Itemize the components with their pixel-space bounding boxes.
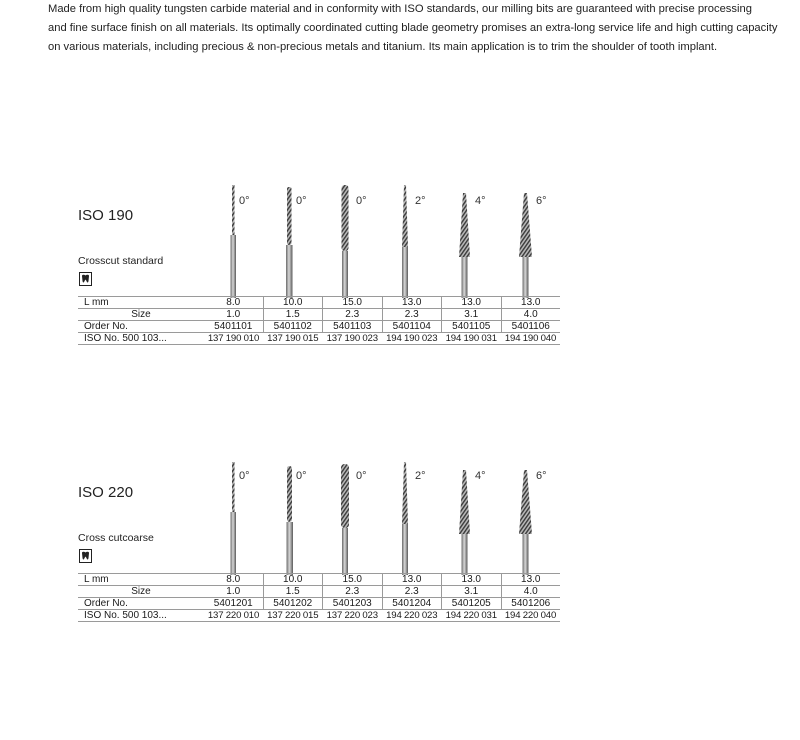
intro-text	[48, 0, 788, 57]
table-cell: 13.0	[442, 297, 502, 309]
table-cell: 137 220 015	[263, 610, 323, 622]
table-cell: 194 190 031	[442, 333, 502, 345]
table-cell: 10.0	[263, 574, 323, 586]
table-row-iso-no	[78, 333, 560, 345]
table-cell: 4.0	[501, 586, 560, 598]
angle-label-1: 0°	[239, 195, 250, 207]
drill-bit-1	[231, 462, 237, 575]
tooth-icon	[79, 272, 92, 286]
section-title: ISO 190	[78, 207, 134, 224]
table-cell: 2.3	[382, 309, 442, 321]
table-row-iso-no	[78, 610, 560, 622]
table-cell: 13.0	[442, 574, 502, 586]
table-row-order-no	[78, 598, 560, 610]
drill-bit-4	[402, 462, 408, 575]
drill-bit-3	[341, 464, 349, 575]
angle-label-2: 0°	[296, 195, 307, 207]
table-cell: 4.0	[501, 309, 560, 321]
angle-label-5: 4°	[475, 195, 486, 207]
drill-bit-2	[287, 466, 294, 575]
table-cell: 5401201	[204, 598, 263, 610]
table-cell: 5401105	[442, 321, 502, 333]
drill-bit-6	[519, 193, 532, 298]
drill-bit-5	[459, 470, 470, 575]
row-label: ISO No. 500 103...	[78, 333, 204, 345]
table-cell: 8.0	[204, 297, 263, 309]
table-cell: 137 190 015	[263, 333, 323, 345]
intro-line-2: and fine surface finish on all materials. Its optimally coordinated cutting blade geometry promises an extra-long service life and high cutting capacity	[48, 22, 778, 34]
intro-line-1: Made from high quality tungsten carbide material and in conformity with ISO standards, our milling bits are guaranteed with precise processing	[48, 3, 752, 15]
table-cell: 5401203	[323, 598, 383, 610]
product-section-iso-190	[0, 185, 800, 355]
spec-table	[78, 573, 560, 622]
table-cell: 5401106	[501, 321, 560, 333]
table-cell: 5401103	[323, 321, 383, 333]
table-row-order-no	[78, 321, 560, 333]
table-cell: 15.0	[323, 297, 383, 309]
table-cell: 5401202	[263, 598, 323, 610]
tooth-icon	[79, 549, 92, 563]
table-cell: 1.5	[263, 309, 323, 321]
table-cell: 13.0	[382, 574, 442, 586]
table-cell: 194 190 023	[382, 333, 442, 345]
table-cell: 194 190 040	[501, 333, 560, 345]
table-cell: 1.5	[263, 586, 323, 598]
angle-label-6: 6°	[536, 470, 547, 482]
table-cell: 5401205	[442, 598, 502, 610]
section-title: ISO 220	[78, 484, 134, 501]
table-cell: 3.1	[442, 586, 502, 598]
row-label: Size	[78, 586, 204, 598]
table-cell: 2.3	[382, 586, 442, 598]
table-cell: 137 220 010	[204, 610, 263, 622]
row-label: Order No.	[78, 321, 204, 333]
table-cell: 1.0	[204, 309, 263, 321]
cut-type-label: Crosscut standard	[78, 255, 164, 267]
drill-bit-5	[459, 193, 470, 298]
table-row-size	[78, 586, 560, 598]
cut-type-label: Cross cutcoarse	[78, 532, 154, 544]
angle-label-4: 2°	[415, 470, 426, 482]
table-cell: 137 190 010	[204, 333, 263, 345]
table-cell: 137 190 023	[323, 333, 383, 345]
table-cell: 5401101	[204, 321, 263, 333]
drill-bits-illustration	[0, 462, 800, 582]
drill-bit-4	[402, 185, 408, 298]
table-cell: 137 220 023	[323, 610, 383, 622]
drill-bit-2	[286, 187, 293, 298]
table-cell: 5401104	[382, 321, 442, 333]
product-section-iso-220	[0, 462, 800, 632]
row-label: ISO No. 500 103...	[78, 610, 204, 622]
table-cell: 2.3	[323, 309, 383, 321]
table-cell: 5401102	[263, 321, 323, 333]
drill-bit-1	[231, 185, 237, 298]
angle-label-4: 2°	[415, 195, 426, 207]
table-cell: 2.3	[323, 586, 383, 598]
table-row-l-mm	[78, 297, 560, 309]
drill-bits-illustration	[0, 185, 800, 305]
angle-label-5: 4°	[475, 470, 486, 482]
drill-bit-6	[519, 470, 532, 575]
table-cell: 15.0	[323, 574, 383, 586]
intro-line-3: on various materials, including precious & non-precious metals and titanium. Its main application is to trim the shoulder of tooth implant.	[48, 41, 718, 53]
angle-label-3: 0°	[356, 195, 367, 207]
table-cell: 1.0	[204, 586, 263, 598]
angle-label-6: 6°	[536, 195, 547, 207]
angle-label-2: 0°	[296, 470, 307, 482]
row-label: L mm	[78, 297, 204, 309]
table-cell: 3.1	[442, 309, 502, 321]
table-cell: 194 220 023	[382, 610, 442, 622]
table-cell: 10.0	[263, 297, 323, 309]
table-cell: 194 220 031	[442, 610, 502, 622]
table-cell: 5401204	[382, 598, 442, 610]
drill-bit-3	[342, 185, 349, 298]
row-label: L mm	[78, 574, 204, 586]
table-cell: 8.0	[204, 574, 263, 586]
angle-label-3: 0°	[356, 470, 367, 482]
table-cell: 13.0	[382, 297, 442, 309]
table-cell: 194 220 040	[501, 610, 560, 622]
row-label: Size	[78, 309, 204, 321]
table-row-size	[78, 309, 560, 321]
table-cell: 5401206	[501, 598, 560, 610]
row-label: Order No.	[78, 598, 204, 610]
table-cell: 13.0	[501, 574, 560, 586]
table-row-l-mm	[78, 574, 560, 586]
angle-label-1: 0°	[239, 470, 250, 482]
table-cell: 13.0	[501, 297, 560, 309]
spec-table	[78, 296, 560, 345]
